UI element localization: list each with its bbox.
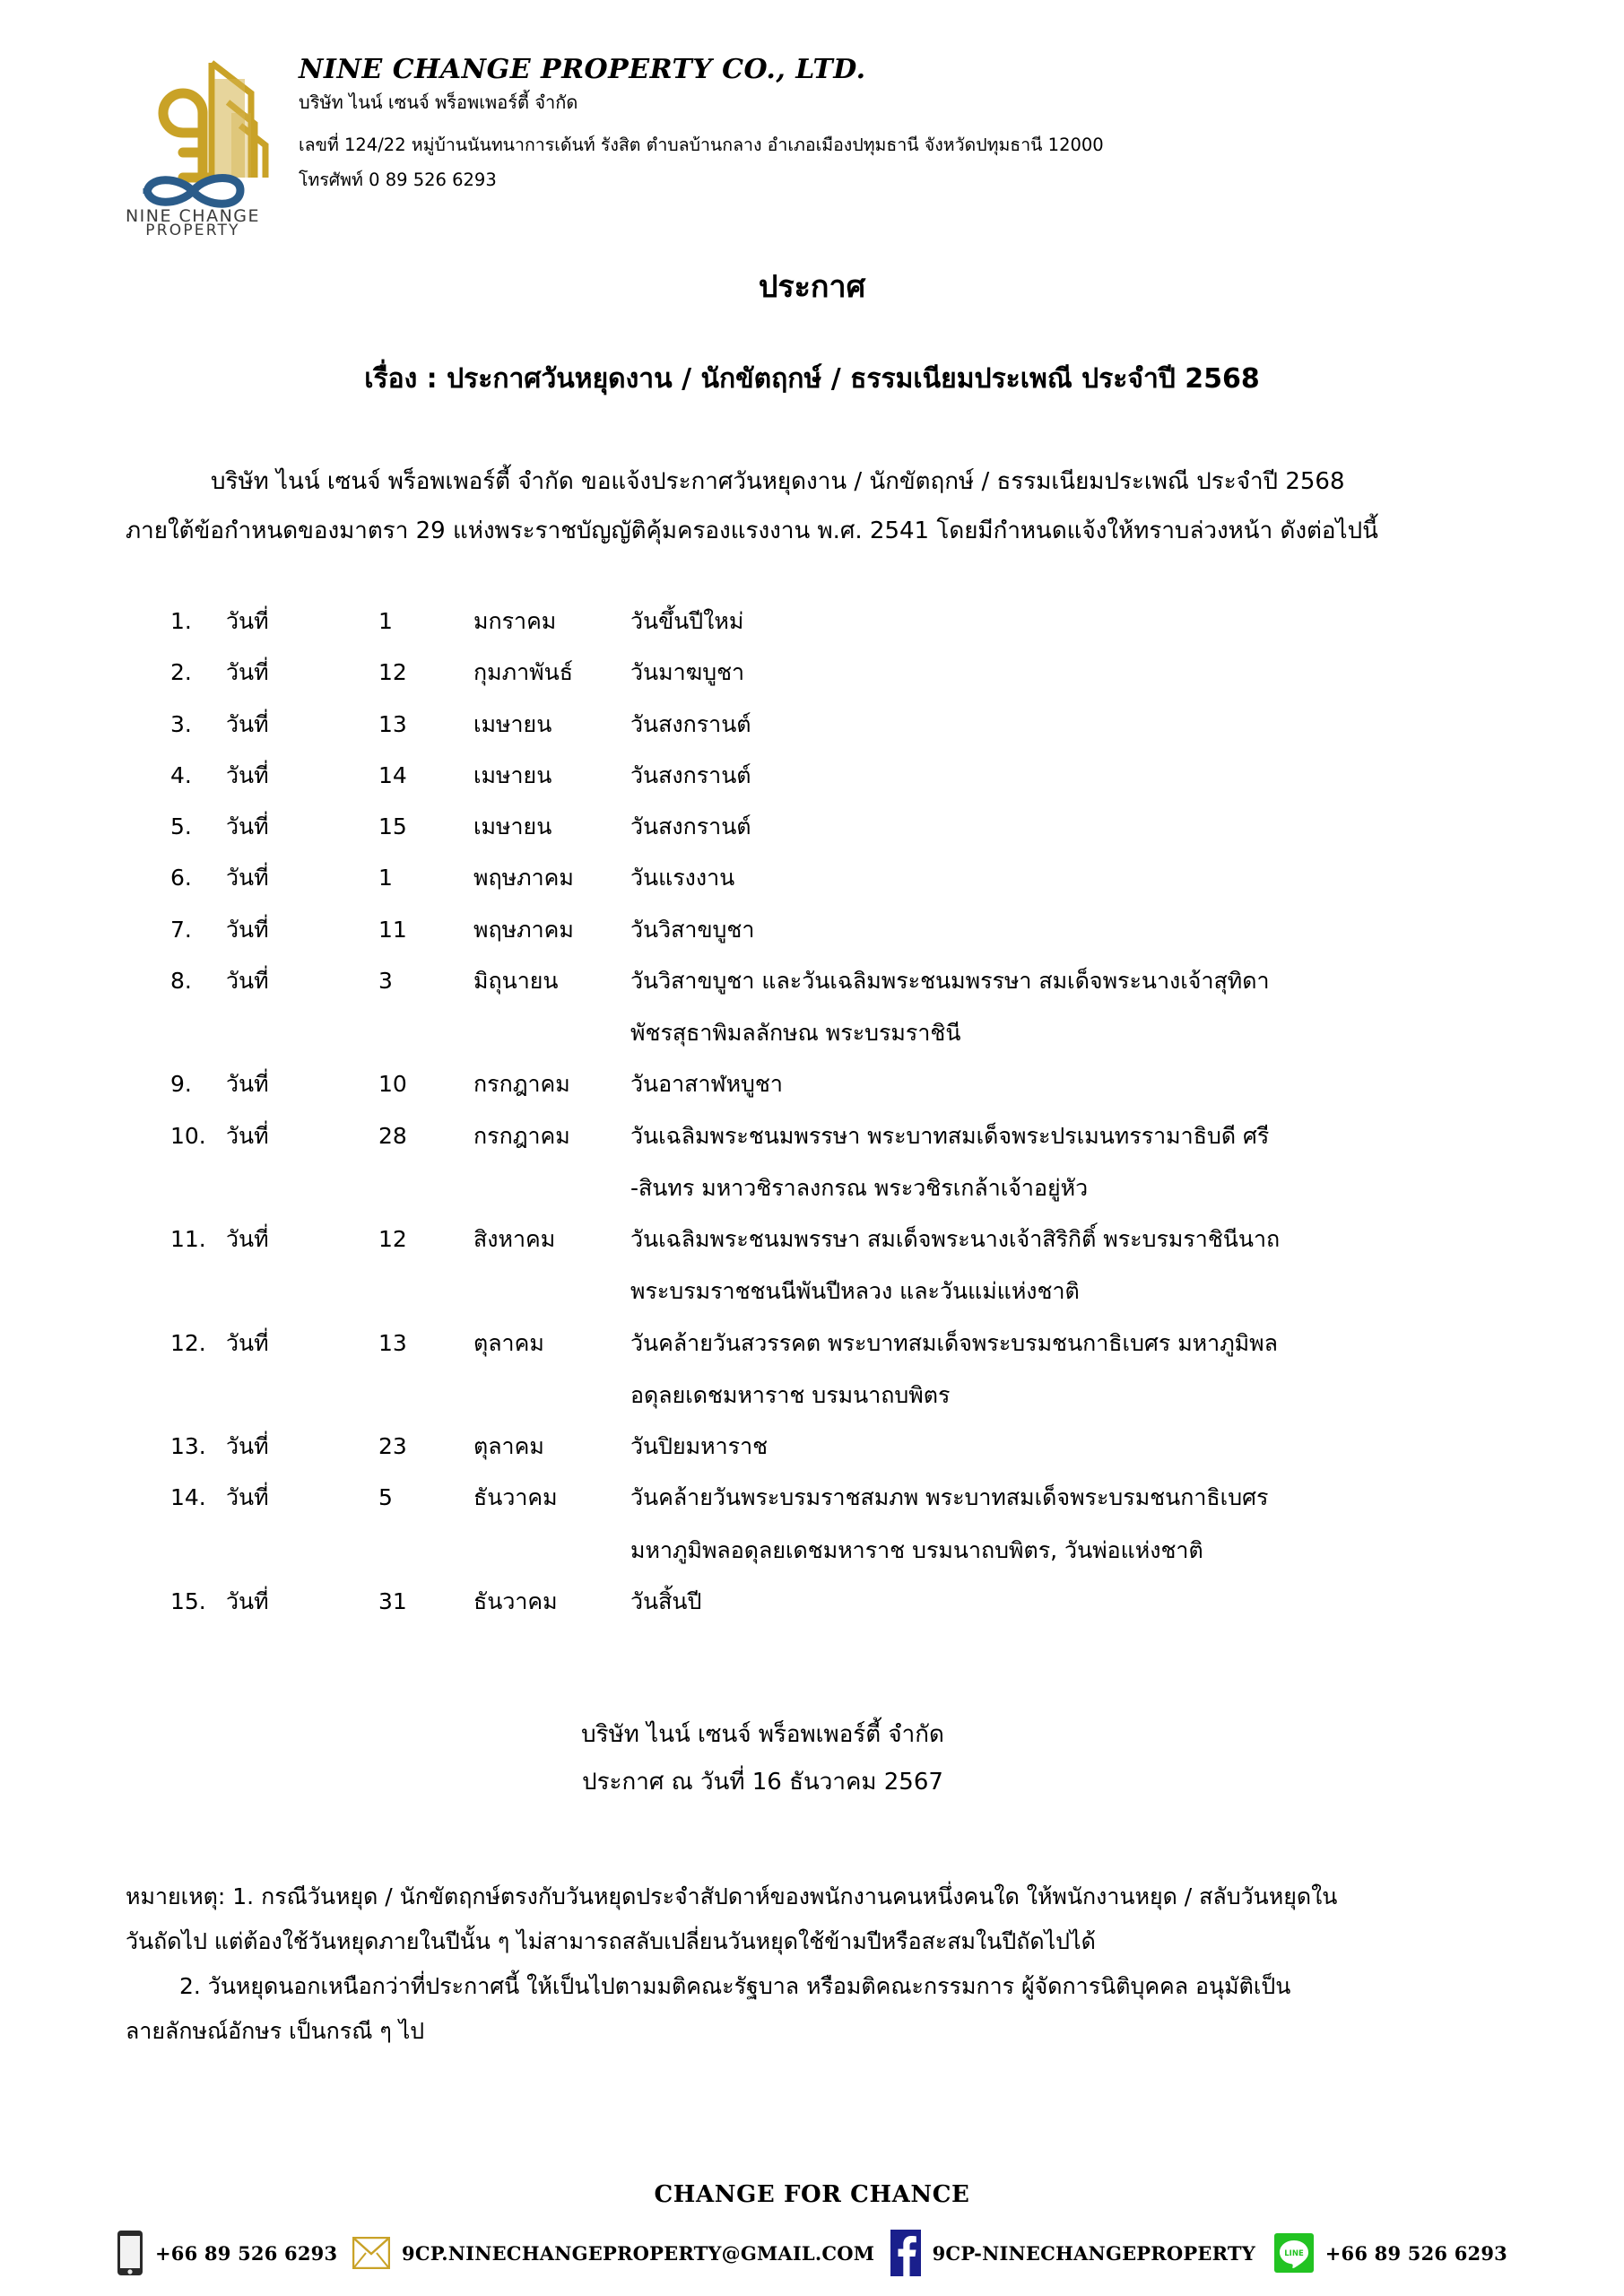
holiday-row bbox=[170, 965, 1515, 1050]
holiday-date-label: วันที่ bbox=[226, 813, 269, 839]
holiday-description-line-2: -สินทร มหาวชิราลงกรณ พระวชิรเกล้าเจ้าอยู่หัว bbox=[630, 1174, 1089, 1201]
holiday-description bbox=[630, 657, 1464, 689]
holiday-number: 8. bbox=[170, 967, 192, 994]
holiday-description bbox=[630, 1482, 1464, 1567]
holiday-date-label: วันที่ bbox=[226, 865, 269, 891]
company-telephone: โทรศัพท์ 0 89 526 6293 bbox=[299, 169, 497, 190]
company-name-en: NINE CHANGE PROPERTY CO., LTD. bbox=[299, 54, 866, 85]
holiday-date-label: วันที่ bbox=[226, 1433, 269, 1459]
holiday-day: 12 bbox=[378, 659, 407, 686]
note-1-line-2: วันถัดไป แต่ต้องใช้วันหยุดภายในปีนั้น ๆ ไม่สามารถสลับเปลี่ยนวันหยุดใช้ข้ามปีหรือสะสมในปีถัดไปได้ bbox=[126, 1928, 1096, 1954]
holiday-month: กรกฎาคม bbox=[473, 1071, 570, 1098]
holiday-day: 11 bbox=[378, 916, 407, 943]
holiday-row bbox=[170, 760, 1515, 792]
letterhead bbox=[97, 43, 1532, 236]
holiday-date-label: วันที่ bbox=[226, 710, 269, 737]
holiday-month: เมษายน bbox=[473, 813, 552, 839]
holiday-date-label: วันที่ bbox=[226, 1122, 269, 1149]
holiday-day: 1 bbox=[378, 865, 393, 891]
holiday-description bbox=[630, 760, 1464, 792]
holiday-date-label: วันที่ bbox=[226, 608, 269, 634]
holiday-description bbox=[630, 1120, 1464, 1205]
holiday-number: 2. bbox=[170, 659, 192, 686]
holiday-row bbox=[170, 1431, 1515, 1463]
intro-paragraph bbox=[126, 457, 1507, 555]
holiday-month: สิงหาคม bbox=[473, 1226, 556, 1252]
holiday-row bbox=[170, 914, 1515, 946]
holiday-description-line-1: วันขึ้นปีใหม่ bbox=[630, 608, 744, 634]
holiday-number: 14. bbox=[170, 1484, 206, 1511]
contact-email[interactable] bbox=[352, 2237, 874, 2269]
holiday-date-label: วันที่ bbox=[226, 967, 269, 994]
holiday-row bbox=[170, 1223, 1515, 1309]
holiday-description-line-1: วันคล้ายวันพระบรมราชสมภพ พระบาทสมเด็จพระบรมชนกาธิเบศร bbox=[630, 1484, 1269, 1511]
contact-row bbox=[0, 2230, 1624, 2276]
mobile-phone-icon bbox=[117, 2230, 143, 2276]
holiday-list bbox=[170, 605, 1515, 1637]
note-1-line-1: หมายเหตุ: 1. กรณีวันหยุด / นักขัตฤกษ์ตรงกับวันหยุดประจำสัปดาห์ของพนักงานคนหนึ่งคนใด ให้พนักงานหยุด / สลับวันหยุดใน bbox=[126, 1883, 1338, 1909]
intro-line-1: บริษัท ไนน์ เซนจ์ พร็อพเพอร์ตี้ จำกัด ขอแจ้งประกาศวันหยุดงาน / นักขัตฤกษ์ / ธรรมเนียมประเพณี ประจำปี 2568 bbox=[211, 468, 1345, 495]
holiday-month: พฤษภาคม bbox=[473, 916, 574, 943]
holiday-row bbox=[170, 1327, 1515, 1413]
holiday-month: พฤษภาคม bbox=[473, 865, 574, 891]
contact-line[interactable] bbox=[1274, 2233, 1507, 2273]
holiday-description-line-1: วันเฉลิมพระชนมพรรษา สมเด็จพระนางเจ้าสิริกิติ์ พระบรมราชินีนาถ bbox=[630, 1226, 1281, 1252]
holiday-number: 3. bbox=[170, 710, 192, 737]
holiday-date-label: วันที่ bbox=[226, 1329, 269, 1356]
holiday-row bbox=[170, 1586, 1515, 1618]
holiday-date-label: วันที่ bbox=[226, 1071, 269, 1098]
holiday-description-line-2: มหาภูมิพลอดุลยเดชมหาราช บรมนาถบพิตร, วันพ่อแห่งชาติ bbox=[630, 1536, 1203, 1563]
page-footer bbox=[0, 2181, 1624, 2296]
holiday-day: 15 bbox=[378, 813, 407, 839]
holiday-month: มกราคม bbox=[473, 608, 557, 634]
company-slogan: CHANGE FOR CHANCE bbox=[654, 2181, 970, 2208]
holiday-row bbox=[170, 657, 1515, 689]
contact-line-text: +66 89 526 6293 bbox=[1324, 2241, 1507, 2265]
holiday-month: กรกฎาคม bbox=[473, 1122, 570, 1149]
holiday-description bbox=[630, 862, 1464, 894]
nine-change-property-logo-icon bbox=[97, 43, 290, 236]
holiday-description-line-1: วันสงกรานต์ bbox=[630, 761, 751, 788]
holiday-description-line-1: วันปิยมหาราช bbox=[630, 1433, 769, 1459]
holiday-month: กุมภาพันธ์ bbox=[473, 659, 573, 686]
holiday-description bbox=[630, 811, 1464, 843]
holiday-number: 13. bbox=[170, 1433, 206, 1459]
holiday-description-line-1: วันคล้ายวันสวรรคต พระบาทสมเด็จพระบรมชนกาธิเบศร มหาภูมิพล bbox=[630, 1329, 1278, 1356]
holiday-day: 5 bbox=[378, 1484, 393, 1511]
holiday-day: 13 bbox=[378, 710, 407, 737]
contact-email-text: 9CP.NINECHANGEPROPERTY@GMAIL.COM bbox=[402, 2241, 875, 2265]
holiday-row bbox=[170, 1068, 1515, 1100]
facebook-icon bbox=[890, 2230, 921, 2276]
holiday-day: 31 bbox=[378, 1587, 407, 1614]
page-title: ประกาศ bbox=[758, 269, 866, 305]
holiday-month: ตุลาคม bbox=[473, 1329, 544, 1356]
holiday-description bbox=[630, 1327, 1464, 1413]
holiday-month: เมษายน bbox=[473, 710, 552, 737]
holiday-row bbox=[170, 605, 1515, 638]
holiday-number: 1. bbox=[170, 608, 192, 634]
holiday-number: 6. bbox=[170, 865, 192, 891]
holiday-description bbox=[630, 1223, 1464, 1309]
contact-facebook[interactable] bbox=[890, 2230, 1255, 2276]
holiday-description-line-2: อดุลยเดชมหาราช บรมนาถบพิตร bbox=[630, 1381, 951, 1408]
holiday-row bbox=[170, 1120, 1515, 1205]
holiday-description bbox=[630, 965, 1464, 1050]
holiday-row bbox=[170, 1482, 1515, 1567]
holiday-day: 1 bbox=[378, 608, 393, 634]
note-item-2 bbox=[126, 1964, 1498, 2054]
holiday-description bbox=[630, 1586, 1464, 1618]
holiday-date-label: วันที่ bbox=[226, 1587, 269, 1614]
signature-issue-date: ประกาศ ณ วันที่ 16 ธันวาคม 2567 bbox=[582, 1769, 943, 1796]
holiday-day: 13 bbox=[378, 1329, 407, 1356]
holiday-day: 3 bbox=[378, 967, 393, 994]
holiday-description-line-1: วันอาสาฬหบูชา bbox=[630, 1071, 783, 1098]
holiday-month: ธันวาคม bbox=[473, 1484, 558, 1511]
holiday-description bbox=[630, 1431, 1464, 1463]
holiday-description-line-2: พระบรมราชชนนีพันปีหลวง และวันแม่แห่งชาติ bbox=[630, 1278, 1080, 1305]
holiday-date-label: วันที่ bbox=[226, 1484, 269, 1511]
holiday-number: 12. bbox=[170, 1329, 206, 1356]
holiday-date-label: วันที่ bbox=[226, 916, 269, 943]
holiday-description-line-1: วันสิ้นปี bbox=[630, 1587, 702, 1614]
company-name-th: บริษัท ไนน์ เซนจ์ พร็อพเพอร์ตี้ จำกัด bbox=[299, 91, 578, 113]
svg-text:LINE: LINE bbox=[1283, 2249, 1304, 2258]
logo-brand-line1: NINE CHANGE bbox=[125, 206, 261, 226]
contact-facebook-text: 9CP-NINECHANGEPROPERTY bbox=[932, 2241, 1255, 2265]
notes-section bbox=[126, 1874, 1498, 2054]
signature-company: บริษัท ไนน์ เซนจ์ พร็อพเพอร์ตี้ จำกัด bbox=[581, 1721, 944, 1748]
holiday-row bbox=[170, 709, 1515, 741]
holiday-day: 10 bbox=[378, 1071, 407, 1098]
holiday-day: 23 bbox=[378, 1433, 407, 1459]
holiday-month: เมษายน bbox=[473, 761, 552, 788]
holiday-description-line-1: วันวิสาขบูชา และวันเฉลิมพระชนมพรรษา สมเด็จพระนางเจ้าสุทิดา bbox=[630, 967, 1270, 994]
holiday-day: 14 bbox=[378, 761, 407, 788]
holiday-number: 5. bbox=[170, 813, 192, 839]
holiday-number: 7. bbox=[170, 916, 192, 943]
holiday-row bbox=[170, 862, 1515, 894]
note-2-line-2: ลายลักษณ์อักษร เป็นกรณี ๆ ไป bbox=[126, 2018, 425, 2044]
contact-phone[interactable] bbox=[117, 2230, 337, 2276]
holiday-description bbox=[630, 709, 1464, 741]
holiday-number: 10. bbox=[170, 1122, 206, 1149]
holiday-number: 11. bbox=[170, 1226, 206, 1252]
note-item-1 bbox=[126, 1874, 1498, 1964]
company-info bbox=[299, 43, 1532, 192]
holiday-date-label: วันที่ bbox=[226, 761, 269, 788]
intro-line-2: ภายใต้ข้อกำหนดของมาตรา 29 แห่งพระราชบัญญัติคุ้มครองแรงงาน พ.ศ. 2541 โดยมีกำหนดแจ้งให้ทราบล่วงหน้า ดังต่อไปนี้ bbox=[126, 517, 1378, 544]
document-subject: เรื่อง : ประกาศวันหยุดงาน / นักขัตฤกษ์ / ธรรมเนียมประเพณี ประจำปี 2568 bbox=[364, 363, 1260, 395]
holiday-month: ตุลาคม bbox=[473, 1433, 544, 1459]
holiday-description-line-1: วันสงกรานต์ bbox=[630, 710, 751, 737]
holiday-month: ธันวาคม bbox=[473, 1587, 558, 1614]
contact-phone-text: +66 89 526 6293 bbox=[155, 2241, 338, 2265]
holiday-description bbox=[630, 914, 1464, 946]
holiday-row bbox=[170, 811, 1515, 843]
company-logo bbox=[97, 43, 290, 236]
signature-block bbox=[0, 1711, 1624, 1807]
envelope-icon bbox=[352, 2237, 390, 2269]
holiday-description-line-1: วันสงกรานต์ bbox=[630, 813, 751, 839]
holiday-date-label: วันที่ bbox=[226, 1226, 269, 1252]
holiday-description bbox=[630, 605, 1464, 638]
holiday-description-line-1: วันแรงงาน bbox=[630, 865, 735, 891]
note-2-line-1: 2. วันหยุดนอกเหนือกว่าที่ประกาศนี้ ให้เป็นไปตามมติคณะรัฐบาล หรือมติคณะกรรมการ ผู้จัดการนิติบุคคล อนุมัติเป็น bbox=[179, 1973, 1291, 1999]
holiday-description-line-1: วันวิสาขบูชา bbox=[630, 916, 755, 943]
holiday-description-line-1: วันเฉลิมพระชนมพรรษา พระบาทสมเด็จพระปรเมนทรรามาธิบดี ศรี bbox=[630, 1122, 1270, 1149]
company-address: เลขที่ 124/22 หมู่บ้านนันทนาการเด้นท์ รังสิต ตำบลบ้านกลาง อำเภอเมืองปทุมธานี จังหวัดปทุมธานี 12000 bbox=[299, 134, 1104, 155]
holiday-description-line-2: พัชรสุธาพิมลลักษณ พระบรมราชินี bbox=[630, 1020, 961, 1046]
holiday-day: 12 bbox=[378, 1226, 407, 1252]
holiday-day: 28 bbox=[378, 1122, 407, 1149]
holiday-number: 4. bbox=[170, 761, 192, 788]
line-app-icon bbox=[1274, 2233, 1314, 2273]
holiday-description bbox=[630, 1068, 1464, 1100]
holiday-month: มิถุนายน bbox=[473, 967, 559, 994]
holiday-description-line-1: วันมาฆบูชา bbox=[630, 659, 745, 686]
holiday-number: 9. bbox=[170, 1071, 192, 1098]
logo-brand-line2: PROPERTY bbox=[145, 222, 240, 236]
holiday-date-label: วันที่ bbox=[226, 659, 269, 686]
holiday-number: 15. bbox=[170, 1587, 206, 1614]
